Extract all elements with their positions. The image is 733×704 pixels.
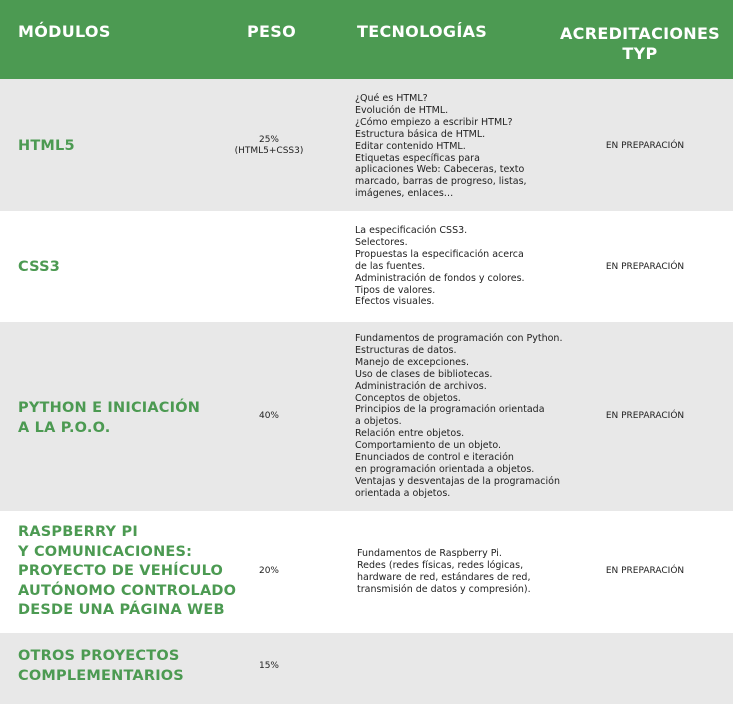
module-technologies: La especificación CSS3. Selectores. Propuestas la especificación acerca de las fuentes. Administración de fondos y colores. Tipos de valores. Efectos visuales. — [355, 225, 525, 308]
table-row — [0, 79, 733, 212]
header-peso: PESO — [247, 22, 296, 41]
module-technologies: ¿Qué es HTML? Evolución de HTML. ¿Cómo empiezo a escribir HTML? Estructura básica de HTML. Editar contenido HTML. Etiquetas específicas para aplicaciones Web: Cabeceras, texto marcado, barras de progreso, listas, imágenes, enlaces… — [355, 93, 527, 200]
module-weight: 20% — [258, 566, 279, 576]
module-accreditation: EN PREPARACIÓN — [605, 262, 685, 272]
module-name: PYTHON E INICIACIÓN A LA P.O.O. — [18, 400, 201, 436]
table-row — [0, 633, 733, 704]
module-technologies: Fundamentos de Raspberry Pi. Redes (redes físicas, redes lógicas, hardware de red, estándares de red, transmisión de datos y compresión). — [357, 548, 531, 595]
module-accreditation: EN PREPARACIÓN — [605, 141, 685, 151]
table-header — [0, 0, 733, 79]
header-acreditaciones: ACREDITACIONES TYP — [560, 24, 721, 63]
module-name: HTML5 — [18, 138, 75, 154]
module-name: RASPBERRY PI Y COMUNICACIONES: PROYECTO DE VEHÍCULO AUTÓNOMO CONTROLADO DESDE UNA PÁGINA WEB — [18, 524, 237, 618]
module-name: OTROS PROYECTOS COMPLEMENTARIOS — [18, 648, 184, 684]
module-weight: 15% — [258, 661, 279, 671]
table-row — [0, 513, 733, 631]
module-accreditation: EN PREPARACIÓN — [605, 566, 685, 576]
module-weight: 40% — [258, 411, 279, 421]
table-row — [0, 322, 733, 511]
module-name: CSS3 — [18, 259, 61, 275]
module-technologies: Fundamentos de programación con Python. Estructuras de datos. Manejo de excepciones. Uso de clases de bibliotecas. Administración de archivos. Conceptos de objetos. Principios de la programación orientada a objetos. Relación entre objetos. Comportamiento de un objeto. Enunciados de control e iteración en programación orientada a objetos. Ventajas y desventajas de la programación orientada a objetos. — [355, 333, 563, 499]
module-accreditation: EN PREPARACIÓN — [605, 411, 685, 421]
table-row — [0, 213, 733, 320]
header-tecnologias: TECNOLOGÍAS — [357, 22, 488, 41]
header-modulos: MÓDULOS — [18, 22, 111, 41]
module-weight: 25% (HTML5+CSS3) — [234, 135, 304, 156]
